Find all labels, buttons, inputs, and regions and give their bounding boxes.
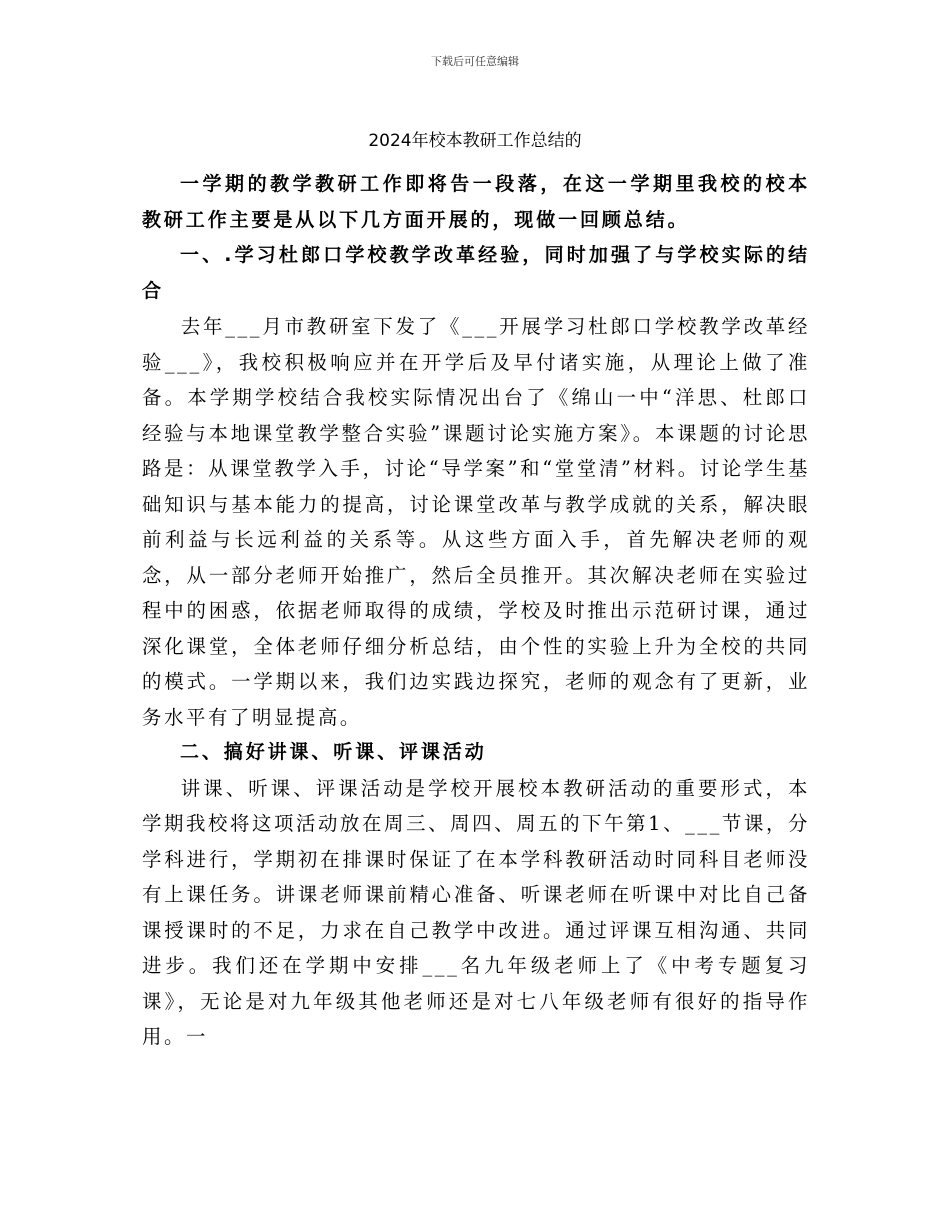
- document-body: [142, 167, 810, 1055]
- body-paragraph-1: 去年___月市教研室下发了《___开展学习杜郎口学校教学改革经验___》，我校积极响应并在开学后及早付诸实施，从理论上做了准备。本学期学校结合我校实际情况出台了《绵山一中“洋思、杜郎口经验与本地课堂教学整合实验”课题讨论实施方案》。本课题的讨论思路是：从课堂教学入手，讨论“导学案”和“堂堂清”材料。讨论学生基础知识与基本能力的提高，讨论课堂改革与教学成就的关系，解决眼前利益与长远利益的关系等。从这些方面入手，首先解决老师的观念，从一部分老师开始推广，然后全员推开。其次解决老师在实验过程中的困惑，依据老师取得的成绩，学校及时推出示范研讨课，通过深化课堂，全体老师仔细分析总结，由个性的实验上升为全校的共同的模式。一学期以来，我们边实践边探究，老师的观念有了更新，业务水平有了明显提高。: [142, 315, 810, 729]
- intro-paragraph: 一学期的教学教研工作即将告一段落，在这一学期里我校的校本教研工作主要是从以下几方面开展的，现做一回顾总结。: [142, 173, 810, 231]
- section-heading-2: 二、搞好讲课、听课、评课活动: [180, 741, 487, 763]
- body-paragraph-2: 讲课、听课、评课活动是学校开展校本教研活动的重要形式，本学期我校将这项活动放在周三、周四、周五的下午第1、___节课，分学科进行，学期初在排课时保证了在本学科教研活动时同科目老师没有上课任务。讲课老师课前精心准备、听课老师在听课中对比自己备课授课时的不足，力求在自己教学中改进。通过评课互相沟通、共同进步。我们还在学期中安排___名九年级老师上了《中考专题复习课》，无论是对九年级其他老师还是对七八年级老师有很好的指导作用。一: [142, 776, 810, 1048]
- section-heading-1: 一、.学习杜郎口学校教学改革经验，同时加强了与学校实际的结合: [142, 244, 810, 302]
- page-header: 下载后可任意编辑: [431, 55, 519, 68]
- document-title: 2024年校本教研工作总结的: [368, 131, 582, 151]
